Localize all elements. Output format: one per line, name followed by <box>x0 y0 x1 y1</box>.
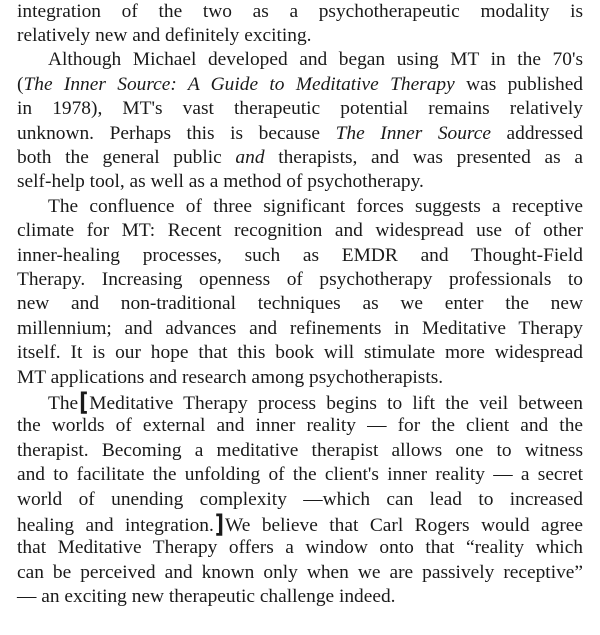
text-line <box>17 585 583 609</box>
text-run: that Meditative Therapy offers a window onto that “reality which <box>17 537 583 559</box>
text-run: therapist. Becoming a meditative therapist allows one to witness <box>17 439 583 461</box>
text-run: inner-healing processes, such as EMDR and Thought-Field <box>17 244 583 266</box>
text-line <box>48 386 583 417</box>
text-line <box>17 244 583 268</box>
text-line <box>17 561 583 585</box>
text-run: was published <box>454 73 583 95</box>
italic-title: The Inner Source <box>335 122 491 144</box>
text-run: therapists, and was presented as a <box>264 146 583 168</box>
text-line <box>17 73 583 97</box>
text-run: itself. It is our hope that this book will stimulate more widespread <box>17 342 583 364</box>
italic-title: The Inner Source: A Guide to Meditative Therapy <box>23 73 455 95</box>
text-run: unknown. Perhaps this is because <box>17 122 336 144</box>
text-line <box>17 24 583 48</box>
italic-title: and <box>235 146 265 168</box>
text-line <box>17 463 583 487</box>
text-run: in 1978), MT's vast therapeutic potential remains relatively <box>17 98 583 120</box>
text-run: The <box>48 392 79 414</box>
text-run: millennium; and advances and refinements in Meditative Therapy <box>17 317 583 339</box>
text-run: — an exciting new therapeutic challenge indeed. <box>17 586 396 608</box>
text-line <box>17 317 583 341</box>
text-run: Meditative Therapy process begins to lift the veil between <box>89 392 583 414</box>
text-run: and to facilitate the unfolding of the client's inner reality — a secret <box>17 464 583 486</box>
text-line <box>17 439 583 463</box>
text-run: The confluence of three significant forces suggests a receptive <box>48 195 583 217</box>
text-line <box>17 0 583 24</box>
text-run: addressed <box>490 122 583 144</box>
text-run: Therapy. Increasing openness of psychotherapy professionals to <box>17 268 583 290</box>
text-line <box>17 366 583 390</box>
text-run: both the general public <box>17 146 236 168</box>
text-line <box>17 488 583 512</box>
text-line <box>17 268 583 292</box>
text-run: MT applications and research among psychotherapists. <box>17 366 444 388</box>
text-run: climate for MT: Recent recognition and widespread use of other <box>17 220 583 242</box>
text-run: can be perceived and known only when we are passively receptive” <box>17 561 583 583</box>
text-line <box>17 170 583 194</box>
text-run: We believe that Carl Rogers would agree <box>225 514 583 536</box>
text-line <box>17 508 583 539</box>
text-run: Although Michael developed and began using MT in the 70's <box>48 49 583 71</box>
text-run: the worlds of external and inner reality — for the client and the <box>17 415 583 437</box>
text-line <box>48 48 583 72</box>
text-run: self-help tool, as well as a method of psychotherapy. <box>17 171 424 193</box>
open-bracket-mark: [ <box>79 386 89 417</box>
text-line <box>17 536 583 560</box>
text-line <box>17 219 583 243</box>
text-run: integration of the two as a psychotherapeutic modality is <box>17 0 583 22</box>
text-run: healing and integration. <box>17 514 214 536</box>
text-line <box>17 341 583 365</box>
text-run: world of unending complexity —which can lead to increased <box>17 488 583 510</box>
text-line <box>17 146 583 170</box>
text-line <box>17 414 583 438</box>
text-run: relatively new and definitely exciting. <box>17 24 312 46</box>
text-line <box>48 195 583 219</box>
text-line <box>17 97 583 121</box>
text-run: new and non-traditional techniques as we enter the new <box>17 293 583 315</box>
text-line <box>17 122 583 146</box>
text-line <box>17 292 583 316</box>
close-bracket-mark: ] <box>214 508 224 539</box>
text-run: ( <box>17 73 24 95</box>
